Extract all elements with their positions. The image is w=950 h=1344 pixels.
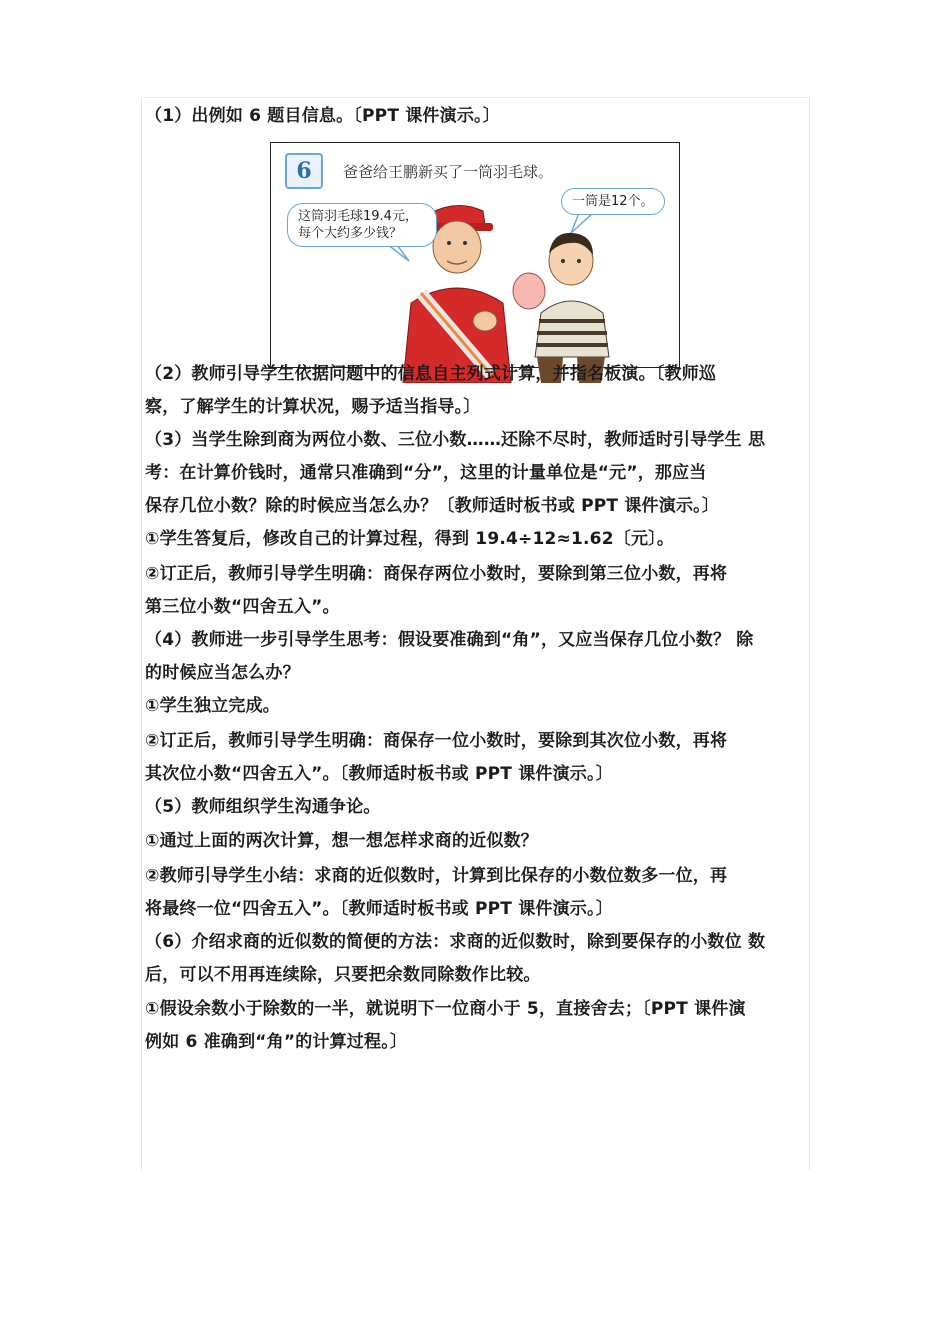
father-speech-bubble (287, 203, 437, 247)
text-line: 其次位小数“四舍五入”。〔教师适时板书或 PPT 课件演示。〕 (145, 764, 613, 784)
text-line: （2）教师引导学生依据问题中的信息自主列式计算，并指名板演。〔教师巡 (145, 364, 717, 384)
text-line: （4）教师进一步引导学生思考：假设要准确到“角”，又应当保存几位小数？ 除 (145, 630, 754, 650)
example-title: 爸爸给王鹏新买了一筒羽毛球。 (343, 163, 554, 181)
text-line: 察，了解学生的计算状况，赐予适当指导。〕 (145, 397, 481, 417)
text-line: （5）教师组织学生沟通争论。 (145, 797, 381, 817)
text-line: 的时候应当怎么办？ (145, 663, 300, 683)
text-line: （6）介绍求商的近似数的简便的方法：求商的近似数时，除到要保存的小数位 数 (145, 932, 766, 952)
text-line: ①学生答复后，修改自己的计算过程，得到 19.4÷12≈1.62〔元〕。 (145, 529, 675, 549)
text-line: ②订正后，教师引导学生明确：商保存两位小数时，要除到第三位小数，再将 (145, 564, 728, 584)
illustration-art (271, 143, 679, 383)
text-line: ②教师引导学生小结：求商的近似数时，计算到比保存的小数位数多一位，再 (145, 866, 728, 886)
boy-figure (513, 233, 609, 383)
boy-speech-bubble: 一筒是12个。 (561, 188, 665, 215)
father-speech-line: 这筒羽毛球19.4元， (298, 209, 418, 224)
example-number-badge: 6 (285, 153, 323, 189)
text-line: ①学生独立完成。 (145, 696, 280, 716)
text-line: ①通过上面的两次计算，想一想怎样求商的近似数？ (145, 831, 538, 851)
text-line: 考：在计算价钱时，通常只准确到“分”，这里的计量单位是“元”，那应当 (145, 463, 707, 483)
text-line: ①假设余数小于除数的一半，就说明下一位商小于 5，直接舍去；〔PPT 课件演 (145, 999, 746, 1019)
text-line: 后，可以不用再连续除，只要把余数同除数作比较。 (145, 965, 541, 985)
text-line: ②订正后，教师引导学生明确：商保存一位小数时，要除到其次位小数，再将 (145, 731, 728, 751)
text-line: （3）当学生除到商为两位小数、三位小数……还除不尽时，教师适时引导学生 思 (145, 430, 766, 450)
text-line: 例如 6 准确到“角”的计算过程。〕 (145, 1032, 408, 1052)
text-line: 保存几位小数？除的时候应当怎么办？〔教师适时板书或 PPT 课件演示。〕 (145, 496, 720, 516)
father-speech-line: 每个大约多少钱？ (298, 226, 403, 241)
text-line: （1）出例如 6 题目信息。〔PPT 课件演示。〕 (145, 106, 500, 126)
text-line: 将最终一位“四舍五入”。〔教师适时板书或 PPT 课件演示。〕 (145, 899, 613, 919)
example-illustration (270, 142, 680, 368)
text-line: 第三位小数“四舍五入”。 (145, 597, 340, 617)
